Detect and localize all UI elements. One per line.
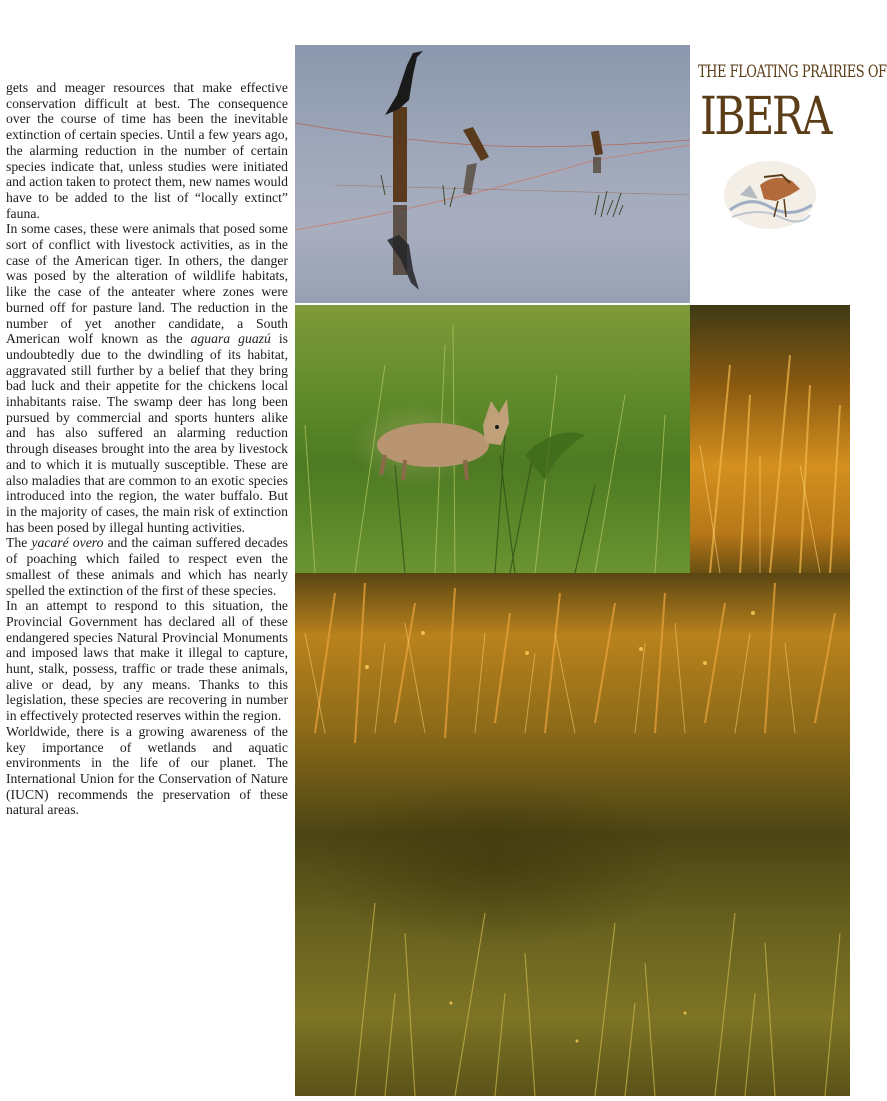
fox-scene-graphic <box>295 305 690 573</box>
photo-fox-in-grass <box>295 305 690 573</box>
title-overline: THE FLOATING PRAIRIES OF <box>698 62 887 83</box>
paragraph-3: The yacaré overo and the caiman suffered decades of poaching which failed to respect even the smallest of these animals and which has nearly spelled the extinction of the first of these species. <box>6 535 288 598</box>
cormorant-scene-graphic <box>295 45 690 303</box>
paragraph-4: In an attempt to respond to this situation, the Provincial Government has declared all of these endangered species Natural Provincial Monuments and imposed laws that make it illegal to capture, hunt, stalk, possess, traffic or trade these animals, alive or dead, by any means. Thanks to this legislation, these species are recovering in number in effectively protected reserves within the region. <box>6 598 288 724</box>
photo-cormorant-on-fence <box>295 45 690 303</box>
grass-side-graphic <box>690 305 850 573</box>
heron-illustration <box>720 155 820 235</box>
photo-golden-grass-side <box>690 305 850 573</box>
paragraph-2: In some cases, these were animals that posed some sort of conflict with livestock activities, as in the case of the American tiger. In others, the danger was posed by the alteration of wildlife habitats, like the case of the anteater where zones were burned off for pasture land. The reduction in the number of yet another candidate, a South American wolf known as the aguara guazú is undoubtedly due to the dwindling of its habitat, aggravated still further by a belief that they bring bad luck and their appetite for the chickens local inhabitants raise. The swamp deer has long been pursued by commercial and sports hunters alike and has also suffered an alarming reduction through diseases brought into the area by livestock and to which it is mutually susceptible. These are also maladies that are common to an exotic species introduced into the region, the water buffalo. But in the majority of cases, the main risk of extinction has been posed by illegal hunting activities. <box>6 221 288 535</box>
article-text <box>6 80 288 818</box>
title-block <box>690 45 887 303</box>
title-main: IBERA <box>700 87 830 147</box>
photo-golden-grass <box>295 573 850 1096</box>
italic-term-yacare-overo: yacaré overo <box>31 535 104 551</box>
paragraph-5: Worldwide, there is a growing awareness of the key importance of wetlands and aquatic environments in the life of our planet. The International Union for the Conservation of Nature (IUCN) recommends the preservation of these natural areas. <box>6 723 288 818</box>
grass-bottom-graphic <box>295 573 850 1096</box>
italic-term-aguara-guazu: aguara guazú <box>190 331 271 347</box>
paragraph-1: gets and meager resources that make effective conservation difficult at best. The consequence over the course of time has been the inevitable extinction of certain species. Until a few years ago, the alarming reduction in the number of certain species indicate that, unless studies were initiated and action taken to protect them, new names would have to be added to the list of “locally extinct” fauna. <box>6 80 288 221</box>
